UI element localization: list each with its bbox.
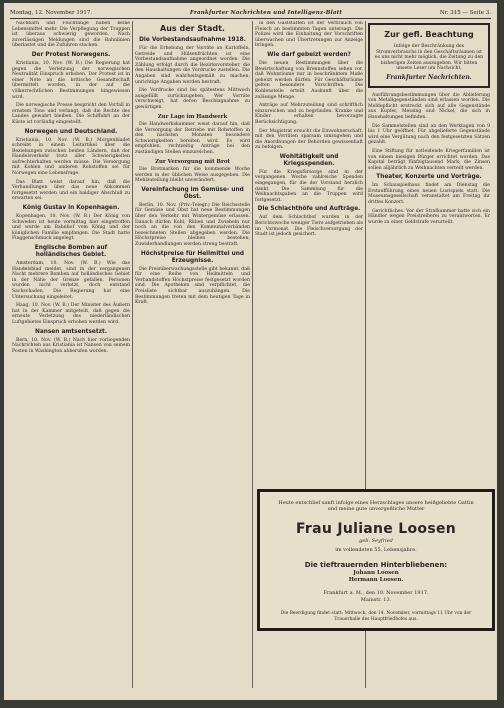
article-heading: Wie darf gebeizt werden? (267, 51, 351, 58)
column-1 (12, 21, 130, 692)
article-heading: Vereinfachung im Gemüse- und Obst. (141, 186, 244, 200)
article-text: Die Preisüberwachungsstelle gibt bekannt, daß für eine Reihe von Heilmitteln und Verbandstoffen Höchstpreise festgesetzt worden sind. Die Apotheken sind verpflichtet, die Preisliste sichtbar auszuhängen. Die Bestimmungen treten mit dem heutigen Tage in Kraft. (135, 266, 250, 306)
notice-box-text: Infolge der Beschränkung des Stromverbrauchs in den Geschäftsräumen ist es uns nicht mehr möglich, die Zeitung zu den bisherigen Zeiten auszugeben. Wir bitten unsere Leser um Nachsicht. (374, 44, 484, 72)
column-4 (368, 21, 490, 482)
article-heading: Die Vorbestandsaufnahme 1918. (139, 37, 246, 43)
article-text: Bern, 10. Nov. (W. B.) Nach hier vorliegenden Nachrichten aus Kristiania ist Nansen von seinem Posten in Washington abberufen worden. (12, 337, 130, 354)
article-text: Für die Erhebung der Vorräte an Kartoffeln, Getreide und Hülsenfrüchten ist eine Vorbestandsaufnahme angeordnet worden. Die Zählung erfolgt durch die Bezirksvorsteher, die den Haushaltungen die Vordrucke zustellen. Die Angaben sind wahrheitsgemäß zu machen; unrichtige Angaben werden bestraft. (135, 46, 250, 85)
funeral-info: Die Beerdigung findet statt: Mittwoch, den 14. November, vormittags 11 Uhr von der Trauerhalle des Hauptfriedhofes aus. (280, 611, 472, 622)
article-heading: Wohltätigkeit und Kriegsspenden. (279, 153, 339, 167)
article-heading: Der Protest Norwegens. (31, 51, 111, 58)
column-rule (132, 21, 133, 688)
notice-box-signature: Frankfurter Nachrichten. (386, 73, 472, 81)
article-subheading: Zur Lage im Handwerk (157, 113, 228, 120)
article-heading: Theater, Konzerte und Vorträge. (376, 174, 482, 181)
article-text: Die Brotmarken für die kommende Woche werden in der üblichen Weise ausgegeben. Die Mehlzuteilung bleibt unverändert. (135, 167, 250, 184)
article-text: Kopenhagen, 10. Nov. (W. B.) Der König von Schweden ist heute vormittag hier eingetroffen und wurde am Bahnhof vom König und der königlichen Familie empfangen. Die Stadt hatte Flaggenschmuck angelegt. (12, 214, 130, 242)
page-header (10, 8, 491, 19)
article-text: Der Magistrat ersucht die Einwohnerschaft, mit den Vorräten sparsam umzugehen und die Anordnungen der Behörden gewissenhaft zu befolgen. (255, 128, 363, 151)
article-text: Im Schauspielhaus findet am Dienstag die Erstaufführung eines neuen Lustspiels statt. Die Museumsgesellschaft veranstaltet am Freitag ihr drittes Konzert. (368, 183, 490, 206)
article-heading: Nansen amtsentsetzt. (35, 328, 107, 335)
mourner-name: Johann Loosen (353, 570, 399, 576)
article-heading: Höchstpreise für Heilmittel und Erzeugnisse. (140, 250, 245, 264)
maiden-name: geb. Seyfried (359, 538, 393, 544)
section-heading: Aus der Stadt. (160, 24, 225, 33)
article-heading: Norwegen und Deutschland. (24, 128, 118, 135)
article-text: Das Blatt weist darauf hin, daß die Verhandlungen über das neue Abkommen fortgesetzt werden und ein baldiger Abschluß zu erwarten sei. (12, 179, 130, 202)
death-notice (257, 489, 495, 631)
header-page-number: Nr. 315 — Seite 3. (439, 10, 491, 16)
article-text: Amsterdam, 10. Nov. (W. B.) Wie das Handelsblad meldet, sind in der vergangenen Nacht mehrere Bomben auf holländisches Gebiet in der Nähe der Grenze gefallen. Personen wurden nicht verletzt, doch entstand Sachschaden. Die Regierung hat eine Untersuchung eingeleitet. (12, 261, 130, 300)
newspaper-page (4, 3, 497, 700)
deceased-name: Frau Juliane Loosen (295, 521, 457, 537)
age-line: im vollendeten 55. Lebensjahre. (335, 547, 417, 553)
notice-box-title: Zur gefl. Beachtung (384, 30, 474, 39)
notice-intro: Heute entschlief sanft infolge eines Herzschlages unsere heißgeliebte Gattin und meine gute unvergeßliche Mutter (278, 500, 474, 512)
place-date: Frankfurt a. M., den 10. November 1917. (323, 590, 429, 596)
column-rule (252, 21, 253, 688)
mourners-label: Die tieftrauernden Hinterbliebenen: (304, 561, 448, 569)
article-text: Kristiania, 10. Nov. (W. B.) Die Regierung hat gegen die Verletzung der norwegischen Neutralität Einspruch erhoben. Der Protest ist in einer Note an die britische Gesandtschaft übermittelt worden, in der auf die völkerrechtlichen Bestimmungen hingewiesen wird. (12, 60, 130, 100)
article-text: Die Vordrucke sind bis spätestens Mittwoch ausgefüllt zurückzugeben. Wer Vorräte verschweigt, hat deren Beschlagnahme zu gewärtigen. (135, 88, 250, 110)
column-3 (255, 21, 363, 482)
article-heading: König Gustav in Kopenhagen. (22, 205, 120, 212)
mourner-name: Hermann Loosen. (348, 577, 404, 583)
article-text: Ausführungsbestimmungen über die Ablieferung von Metallgegenständen sind erlassen worden. Die Meldepflicht erstreckt sich auf alle Gegenstände aus Kupfer, Messing und Nickel, die sich in Haushaltungen befinden. (368, 92, 490, 120)
article-text: Nachbarn und Flüchtlinge haben keine Lebensmittel mehr. Die Verpflegung der Truppen ist überaus schwierig geworden. Nach zuverlässigen Meldungen sind die Bahnlinien überlastet und die Zufuhren stocken. (12, 21, 130, 49)
article-text: Auf dem Schlachthof wurden in der Berichtswoche weniger Tiere aufgetrieben als im Vormonat. Die Fleischversorgung der Stadt ist jedoch gesichert. (255, 215, 363, 238)
article-text: Eine Stiftung für notleidende Kriegerfamilien ist von einem hiesigen Bürger errichtet worden. Das Kapital beträgt fünfzigtausend Mark; die Zinsen sollen alljährlich zu Weihnachten verteilt werden. (368, 148, 490, 171)
publisher-notice-box (368, 23, 490, 88)
article-text: Kristiania, 10. Nov. (W. B.) Morgenbladet schreibt in einem Leitartikel über die Beziehungen zwischen beiden Ländern, daß der Handelsverkehr trotz aller Schwierigkeiten aufrechterhalten werden müsse. Die Versorgung mit Kohlen und anderen Rohstoffen sei für Norwegen eine Lebensfrage. (12, 137, 130, 177)
article-subheading: Zur Versorgung mit Brot (155, 158, 230, 165)
article-text: Berlin, 10. Nov. (Priv.-Telegr.) Die Reichsstelle für Gemüse und Obst hat neue Bestimmungen über den Verkehr mit Wintergemüse erlassen. Danach dürfen Kohl, Rüben und Zwiebeln nur noch an die von den Kommunalverbänden bezeichneten Stellen abgegeben werden. Die Höchstpreise bleiben bestehen; Zuwiderhandlungen werden streng bestraft. (135, 202, 250, 248)
article-text: Haag, 10. Nov. (W. B.) Der Minister des Äußern hat in der Kammer mitgeteilt, daß gegen die erneute Verletzung des niederländischen Luftgebietes Einspruch erhoben werden wird. (12, 303, 130, 325)
article-text: Für die Kriegsfürsorge sind in der vergangenen Woche zahlreiche Spenden eingegangen, für die der Vorstand herzlich dankt. Die Sammlung für die Weihnachtsgaben an die Truppen wird fortgesetzt. (255, 169, 363, 203)
article-text: Gerichtliches. Vor der Strafkammer hatte sich ein Händler wegen Preistreiberei zu verantworten. Er wurde zu einer Geldstrafe verurteilt. (368, 208, 490, 225)
article-text: Die Sammelstellen sind an den Werktagen von 9 bis 1 Uhr geöffnet. Für abgelieferte Gegenstände wird eine Vergütung nach den festgesetzten Sätzen gezahlt. (368, 123, 490, 146)
article-text: Anträge auf Mehrzuteilung sind schriftlich einzureichen und zu begründen. Kranke und Kinder erhalten bevorzugte Berücksichtigung. (255, 103, 363, 125)
article-text: Die Handwerkskammer weist darauf hin, daß die Versorgung der Betriebe mit Rohstoffen in den nächsten Monaten besondere Schwierigkeiten bereiten wird. Es wird empfohlen, rechtzeitig Anträge bei den zuständigen Stellen einzureichen. (135, 122, 250, 155)
article-heading: Englische Bomben auf holländisches Gebiet. (34, 245, 108, 258)
column-2 (135, 21, 250, 692)
article-heading: Die Schlachthöfe und Aufträge. (257, 206, 361, 213)
header-date: Montag, 12. November 1917. (10, 10, 93, 16)
article-text: in den Gaststätten ist der Verbrauch von Fleisch an bestimmten Tagen untersagt. Die Polizei wird die Einhaltung der Vorschriften überwachen und Übertretungen zur Anzeige bringen. (255, 21, 363, 49)
masthead-title: Frankfurter Nachrichten und Intelligenz-Blatt (189, 10, 343, 16)
article-text: Die neuen Bestimmungen über die Bewirtschaftung von Brennstoffen sehen vor, daß Wohnräume nur in beschränktem Maße geheizt werden dürfen. Für Geschäftsräume gelten besondere Vorschriften. Die Kohlenstelle erteilt Auskunft über die zulässige Menge. (255, 60, 363, 100)
article-text: Die norwegische Presse bespricht den Vorfall in ernstem Tone und verlangt, daß die Rechte des Landes gewahrt bleiben. Die Schiffahrt an der Küste ist vorläufig eingestellt. (12, 103, 130, 125)
street-address: Mainstr. 13. (360, 596, 392, 603)
